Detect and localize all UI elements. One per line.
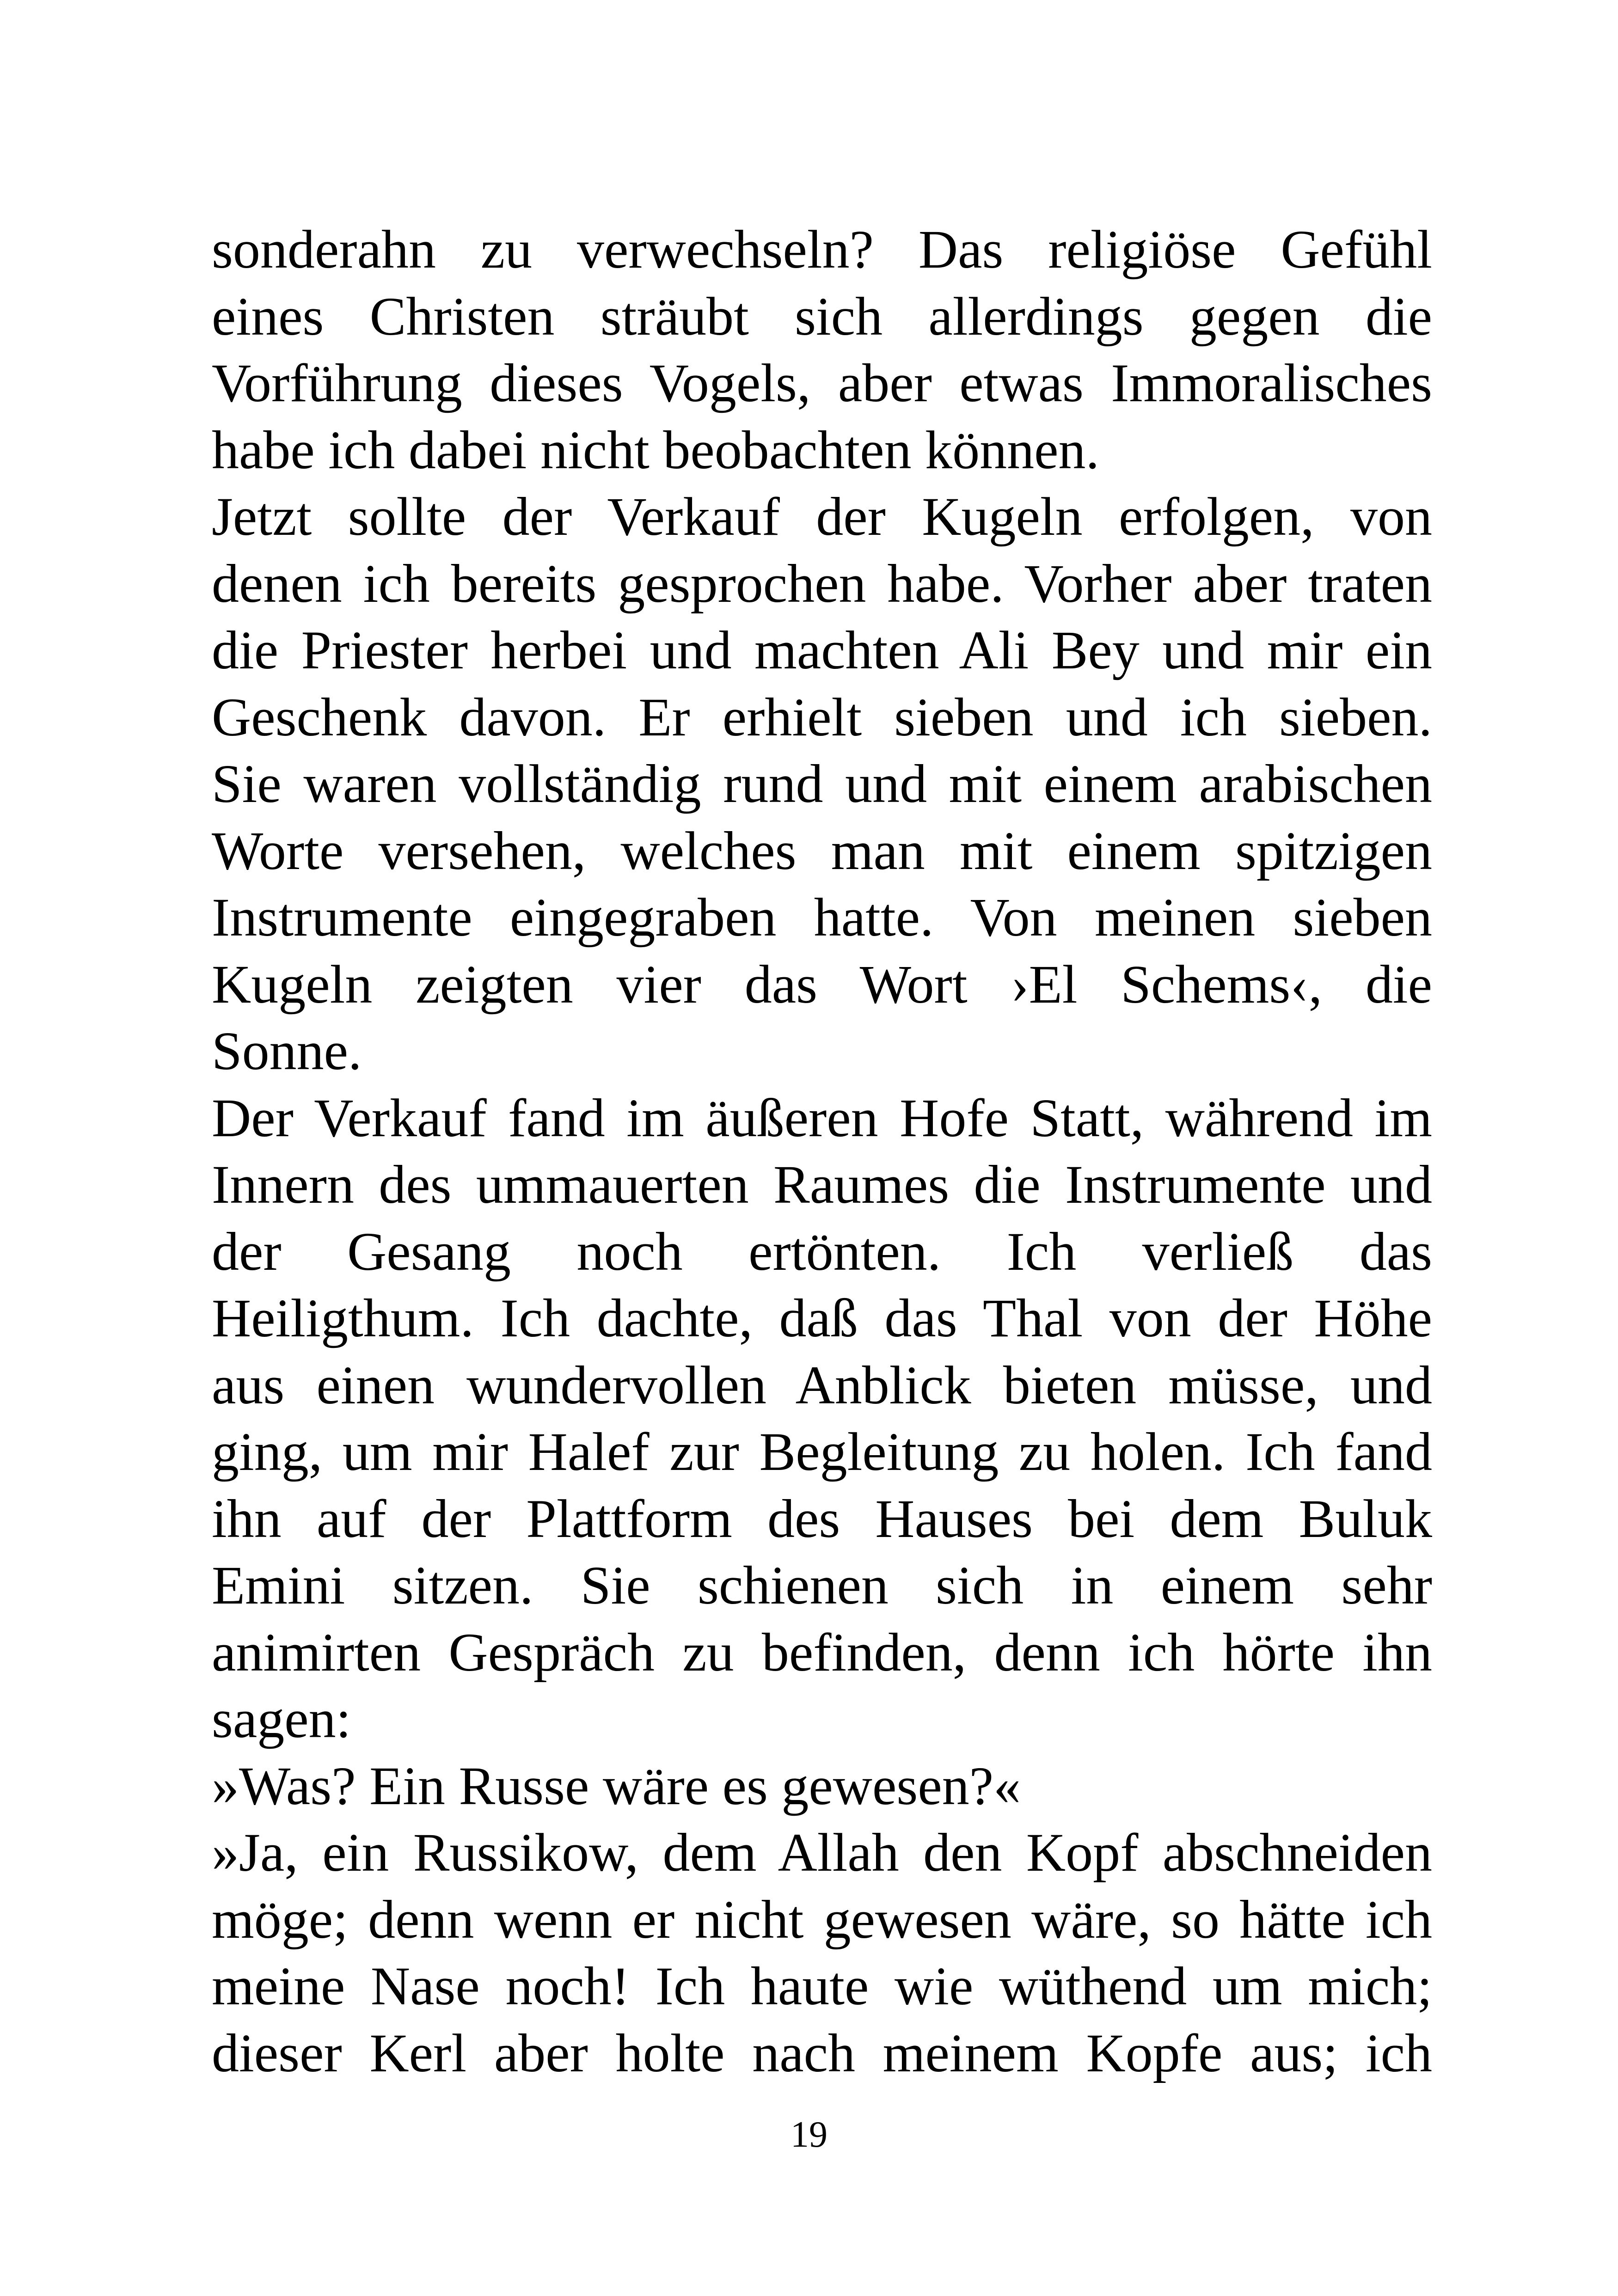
text-line: Worte versehen, welches man mit einem spitzigen	[212, 820, 1432, 881]
text-line: Instrumente eingegraben hatte. Von meinen sieben	[212, 887, 1432, 948]
text-line: ihn auf der Plattform des Hauses bei dem Buluk	[212, 1488, 1432, 1549]
text-line: Innern des ummauerten Raumes die Instrumente und	[212, 1154, 1432, 1215]
text-line: aus einen wundervollen Anblick bieten müsse, und	[212, 1354, 1432, 1415]
text-line: Sonne.	[212, 1021, 362, 1081]
page-number: 19	[791, 2114, 827, 2155]
text-line: Heiligthum. Ich dachte, daß das Thal von der Höhe	[212, 1288, 1432, 1348]
text-line: sagen:	[212, 1689, 351, 1749]
text-line: Emini sitzen. Sie schienen sich in einem sehr	[212, 1555, 1432, 1616]
text-line: ging, um mir Halef zur Begleitung zu holen. Ich fand	[212, 1421, 1432, 1482]
text-line: der Gesang noch ertönten. Ich verließ das	[212, 1221, 1432, 1282]
text-line: die Priester herbei und machten Ali Bey und mir ein	[212, 620, 1432, 680]
text-line: animirten Gespräch zu befinden, denn ich hörte ihn	[212, 1622, 1432, 1683]
text-line: Sie waren vollständig rund und mit einem arabischen	[212, 753, 1432, 814]
body-text	[212, 216, 1432, 2087]
text-line: sonderahn zu verwechseln? Das religiöse Gefühl	[212, 219, 1432, 280]
text-line: dieser Kerl aber holte nach meinem Kopfe aus; ich	[212, 2022, 1432, 2083]
text-line: Jetzt sollte der Verkauf der Kugeln erfolgen, von	[212, 486, 1432, 547]
text-line: Kugeln zeigten vier das Wort ›El Schems‹, die	[212, 954, 1432, 1015]
text-line: denen ich bereits gesprochen habe. Vorher aber traten	[212, 553, 1432, 614]
text-line: eines Christen sträubt sich allerdings gegen die	[212, 286, 1432, 347]
text-line: Vorführung dieses Vogels, aber etwas Immoralisches	[212, 353, 1432, 413]
text-line: meine Nase noch! Ich haute wie wüthend um mich;	[212, 1956, 1432, 2016]
text-line: habe ich dabei nicht beobachten können.	[212, 419, 1100, 480]
text-line: Geschenk davon. Er erhielt sieben und ich sieben.	[212, 686, 1432, 747]
text-line: »Was? Ein Russe wäre es gewesen?«	[212, 1755, 1021, 1816]
text-line: »Ja, ein Russikow, dem Allah den Kopf abschneiden	[212, 1822, 1432, 1883]
text-line: möge; denn wenn er nicht gewesen wäre, so hätte ich	[212, 1889, 1432, 1950]
text-line: Der Verkauf fand im äußeren Hofe Statt, während im	[212, 1087, 1432, 1148]
